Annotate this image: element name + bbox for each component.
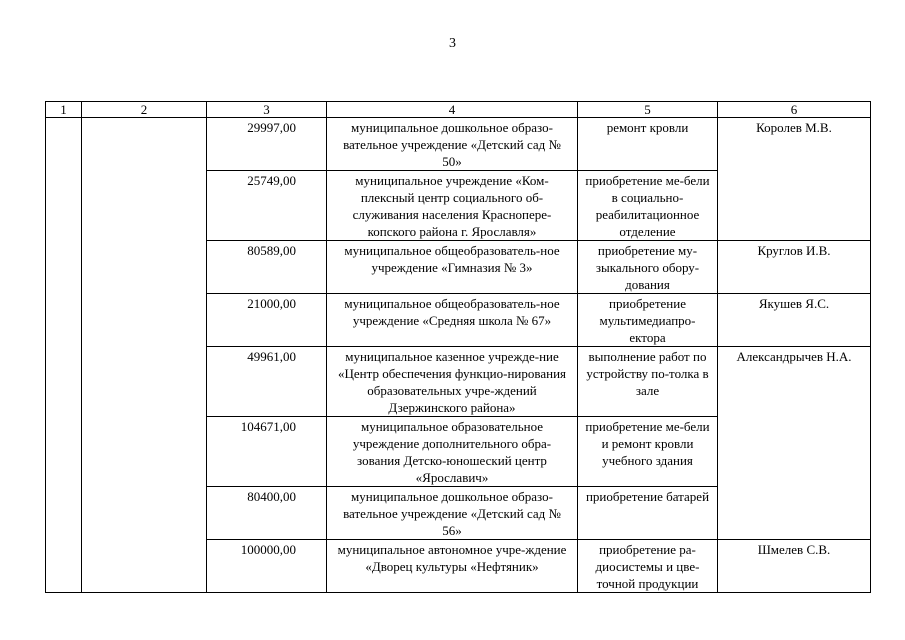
responsible-person-cell: Якушев Я.С. — [718, 294, 871, 347]
purpose-cell: приобретение батарей — [578, 487, 718, 540]
column-header: 3 — [207, 102, 327, 118]
purpose-cell: приобретение ме-бели в социально-реабилитационное отделение — [578, 171, 718, 241]
amount-cell: 49961,00 — [207, 347, 327, 417]
table-row — [46, 118, 871, 171]
amount-cell: 21000,00 — [207, 294, 327, 347]
purpose-cell: приобретение ме-бели и ремонт кровли учебного здания — [578, 417, 718, 487]
purpose-cell: ремонт кровли — [578, 118, 718, 171]
responsible-person-cell: Александрычев Н.А. — [718, 347, 871, 540]
purpose-cell: приобретение ра-диосистемы и цве-точной продукции — [578, 540, 718, 593]
amount-cell: 104671,00 — [207, 417, 327, 487]
grants-table — [45, 101, 871, 593]
purpose-cell: приобретение мультимедиапро-ектора — [578, 294, 718, 347]
amount-cell: 100000,00 — [207, 540, 327, 593]
amount-cell: 80589,00 — [207, 241, 327, 294]
column-header: 6 — [718, 102, 871, 118]
organization-cell: муниципальное общеобразователь-ное учреждение «Средняя школа № 67» — [327, 294, 578, 347]
responsible-person-cell: Королев М.В. — [718, 118, 871, 241]
amount-cell: 29997,00 — [207, 118, 327, 171]
column-header: 5 — [578, 102, 718, 118]
organization-cell: муниципальное образовательное учреждение дополнительного обра-зования Детско-юношеский центр «Ярославич» — [327, 417, 578, 487]
organization-cell: муниципальное учреждение «Ком-плексный центр социального об-служивания населения Краснопере-копского района г. Ярославля» — [327, 171, 578, 241]
purpose-cell: приобретение му-зыкального обору-дования — [578, 241, 718, 294]
column-header: 1 — [46, 102, 82, 118]
organization-cell: муниципальное автономное учре-ждение «Дворец культуры «Нефтяник» — [327, 540, 578, 593]
organization-cell: муниципальное дошкольное образо-вательное учреждение «Детский сад № 50» — [327, 118, 578, 171]
organization-cell: муниципальное дошкольное образо-вательное учреждение «Детский сад № 56» — [327, 487, 578, 540]
responsible-person-cell: Шмелев С.В. — [718, 540, 871, 593]
column-header: 2 — [82, 102, 207, 118]
responsible-person-cell: Круглов И.В. — [718, 241, 871, 294]
column-2-cell — [82, 118, 207, 593]
purpose-cell: выполнение работ по устройству по-толка в зале — [578, 347, 718, 417]
amount-cell: 80400,00 — [207, 487, 327, 540]
column-1-cell — [46, 118, 82, 593]
column-header: 4 — [327, 102, 578, 118]
organization-cell: муниципальное общеобразователь-ное учреждение «Гимназия № 3» — [327, 241, 578, 294]
amount-cell: 25749,00 — [207, 171, 327, 241]
page-number: 3 — [449, 36, 456, 51]
organization-cell: муниципальное казенное учрежде-ние «Центр обеспечения функцио-нирования образовательных учре-ждений Дзержинского района» — [327, 347, 578, 417]
table-header-row — [46, 102, 871, 118]
